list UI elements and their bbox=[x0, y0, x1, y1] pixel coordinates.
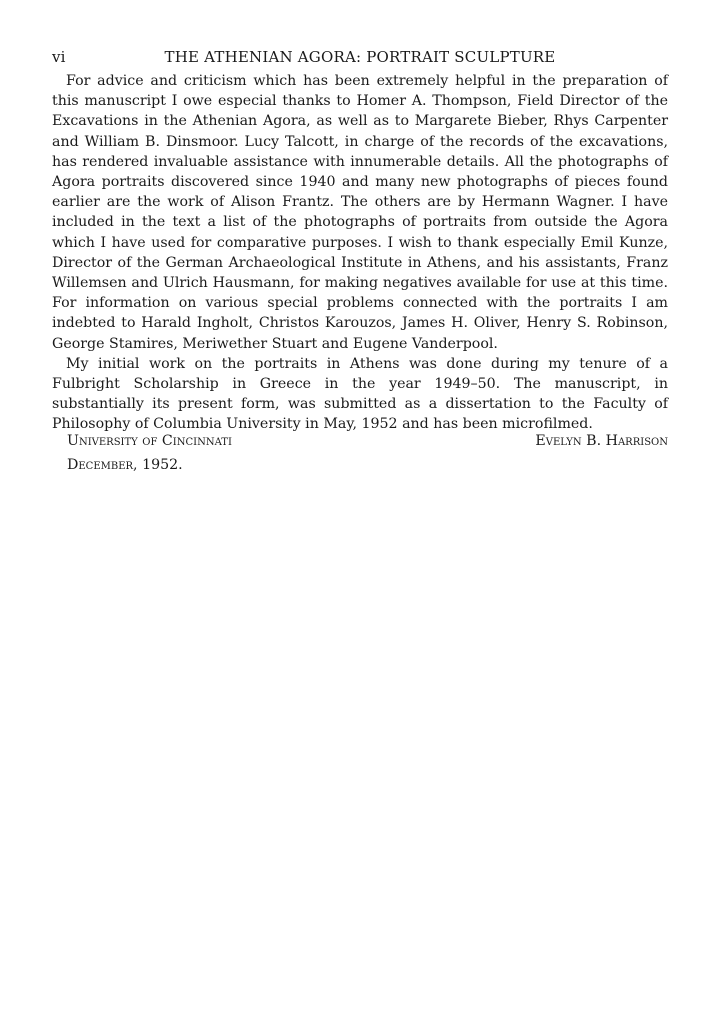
page-number: vi bbox=[52, 48, 66, 66]
author-name: Evelyn B. Harrison bbox=[535, 433, 668, 449]
paragraph-fulbright: My initial work on the portraits in Athens was done during my tenure of a Fulbright Scholarship in Greece in the year 1949–50. The manuscript, in substantially its present form, was submitted as a dissertation to the Faculty of Philosophy of Columbia University in May, 1952 and has been microfilmed. bbox=[52, 355, 668, 433]
signature-date: December, 1952. bbox=[67, 457, 183, 473]
signature-row bbox=[67, 429, 668, 453]
running-title: THE ATHENIAN AGORA: PORTRAIT SCULPTURE bbox=[164, 48, 556, 66]
preface-body bbox=[52, 71, 668, 435]
running-head bbox=[52, 48, 668, 70]
date-row bbox=[67, 453, 668, 477]
signature-block bbox=[67, 429, 668, 477]
institution-name: University of Cincinnati bbox=[67, 433, 232, 449]
paragraph-acknowledgements: For advice and criticism which has been extremely helpful in the preparation of this manuscript I owe especial thanks to Homer A. Thompson, Field Director of the Excavations in the Athenian Agora, as well as to Margarete Bieber, Rhys Carpenter and William B. Dinsmoor. Lucy Talcott, in charge of the records of the excavations, has rendered invaluable assistance with innumerable details. All the photographs of Agora portraits discovered since 1940 and many new photographs of pieces found earlier are the work of Alison Frantz. The others are by Hermann Wagner. I have included in the text a list of the photographs of portraits from outside the Agora which I have used for comparative purposes. I wish to thank especially Emil Kunze, Director of the German Archaeological Institute in Athens, and his assistants, Franz Willemsen and Ulrich Hausmann, for making negatives available for use at this time. For information on various special problems connected with the portraits I am indebted to Harald Ingholt, Christos Karouzos, James H. Oliver, Henry S. Robinson, George Stamires, Meriwether Stuart and Eugene Vanderpool. bbox=[52, 73, 668, 352]
